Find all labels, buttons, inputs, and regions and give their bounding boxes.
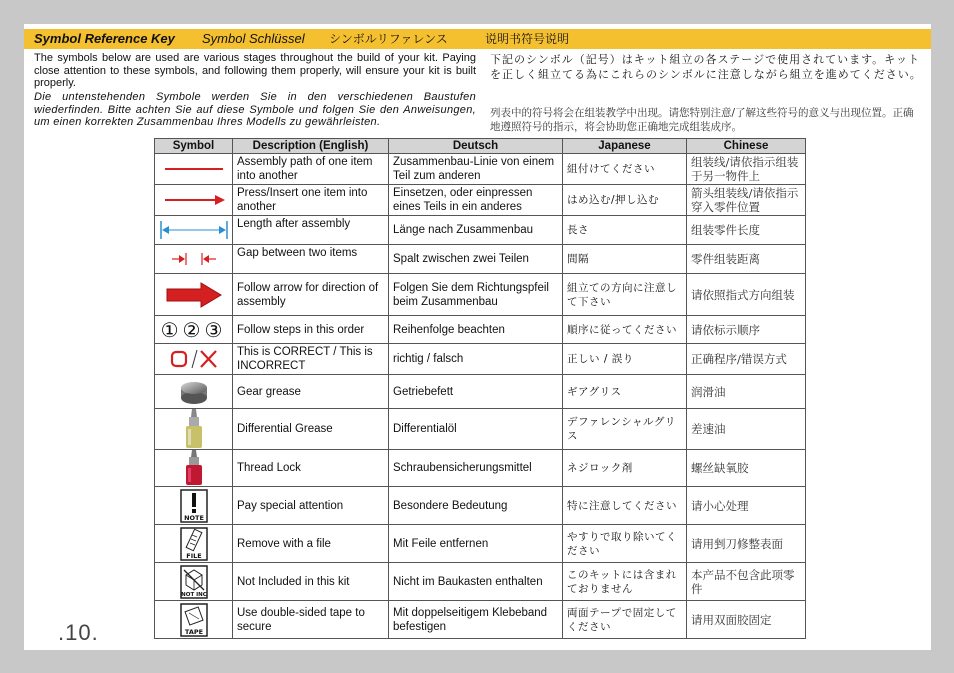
tape-icon bbox=[155, 601, 233, 639]
description-zh: 组装零件长度 bbox=[687, 216, 806, 245]
description-zh: 螺丝缺氧胶 bbox=[687, 450, 806, 487]
table-row bbox=[155, 487, 806, 525]
title-japanese: シンボルリファレンス bbox=[329, 32, 448, 46]
table-row bbox=[155, 245, 806, 274]
table-row bbox=[155, 375, 806, 409]
description-ja: デファレンシャルグリス bbox=[563, 409, 687, 450]
file-icon-label: FILE bbox=[185, 551, 202, 560]
description-zh: 请小心处理 bbox=[687, 487, 806, 525]
description-zh: 请用剉刀修整表面 bbox=[687, 525, 806, 563]
description-zh: 本产品不包含此项零件 bbox=[687, 563, 806, 601]
description-zh: 差速油 bbox=[687, 409, 806, 450]
title-english: Symbol Reference Key bbox=[34, 31, 175, 46]
column-header: Symbol bbox=[155, 139, 233, 154]
header-banner bbox=[24, 29, 931, 49]
table-header-row bbox=[155, 139, 806, 154]
column-header: Japanese bbox=[563, 139, 687, 154]
description-ja: このキットには含まれておりません bbox=[563, 563, 687, 601]
description-en: Press/Insert one item into another bbox=[233, 185, 389, 216]
description-zh: 润滑油 bbox=[687, 375, 806, 409]
description-de: Nicht im Baukasten enthalten bbox=[389, 563, 563, 601]
not-included-icon-label: NOT INC bbox=[180, 591, 207, 598]
description-de: Besondere Bedeutung bbox=[389, 487, 563, 525]
table-row bbox=[155, 450, 806, 487]
description-ja: 特に注意してください bbox=[563, 487, 687, 525]
description-ja: 間隔 bbox=[563, 245, 687, 274]
note-icon bbox=[155, 487, 233, 525]
step-numbers-icon: ①②③ bbox=[155, 316, 233, 344]
description-de: Reihenfolge beachten bbox=[389, 316, 563, 344]
correct-incorrect-icon bbox=[155, 344, 233, 375]
description-de: Mit doppelseitigem Klebeband befestigen bbox=[389, 601, 563, 639]
description-en: Follow steps in this order bbox=[233, 316, 389, 344]
description-en: Gap between two items bbox=[233, 245, 389, 274]
description-de: Zusammenbau-Linie von einem Teil zum anderen bbox=[389, 154, 563, 185]
table-row bbox=[155, 409, 806, 450]
description-en: This is CORRECT / This is INCORRECT bbox=[233, 344, 389, 375]
description-ja: 組立ての方向に注意して下さい bbox=[563, 274, 687, 316]
description-zh: 箭头组装线/请依指示穿入零件位置 bbox=[687, 185, 806, 216]
title-chinese: 说明书符号说明 bbox=[485, 32, 570, 46]
intro-japanese: 下記のシンボル（記号）はキット組立の各ステージで使用されています。キットを正しく組立てる為にこれらのシンボルに注意しながら組立を進めてください。 bbox=[490, 53, 922, 81]
table-row bbox=[155, 274, 806, 316]
press-insert-arrow-icon bbox=[155, 185, 233, 216]
intro-english: The symbols below are used are various stages throughout the build of your kit. Paying close attention to these symbols, and following them properly, will ensure your kit is built properly. bbox=[34, 52, 476, 89]
note-icon-label: NOTE bbox=[183, 513, 204, 522]
description-zh: 零件组装距离 bbox=[687, 245, 806, 274]
tape-icon-label: TAPE bbox=[184, 627, 203, 636]
table-row bbox=[155, 185, 806, 216]
column-header: Chinese bbox=[687, 139, 806, 154]
description-en: Thread Lock bbox=[233, 450, 389, 487]
page bbox=[24, 24, 931, 650]
description-ja: 長さ bbox=[563, 216, 687, 245]
description-en: Differential Grease bbox=[233, 409, 389, 450]
gear-grease-icon bbox=[155, 375, 233, 409]
description-en: Pay special attention bbox=[233, 487, 389, 525]
thread-lock-bottle-icon bbox=[155, 450, 233, 487]
description-ja: 順序に従ってください bbox=[563, 316, 687, 344]
description-de: richtig / falsch bbox=[389, 344, 563, 375]
assembly-path-line-icon bbox=[155, 154, 233, 185]
intro-chinese: 列表中的符号将会在组装教学中出现。请您特别注意/了解这些符号的意义与出现位置。正确地遵照符号的指示，将会协助您正确地完成组装成序。 bbox=[490, 107, 914, 133]
description-en: Length after assembly bbox=[233, 216, 389, 245]
description-de: Länge nach Zusammenbau bbox=[389, 216, 563, 245]
description-de: Spalt zwischen zwei Teilen bbox=[389, 245, 563, 274]
differential-grease-bottle-icon bbox=[155, 409, 233, 450]
intro-german: Die untenstehenden Symbole werden Sie in den verschiedenen Baustufen wiederfinden. Bitte achten Sie auf diese Symbole und folgen Sie den Anweisungen, um einen korrekten Zusammenbau Ihres Modells zu gewährleisten. bbox=[34, 91, 476, 128]
table-row bbox=[155, 563, 806, 601]
description-ja: 組付けてください bbox=[563, 154, 687, 185]
description-zh: 正确程序/错误方式 bbox=[687, 344, 806, 375]
description-en: Remove with a file bbox=[233, 525, 389, 563]
length-dimension-icon bbox=[155, 216, 233, 245]
table-row bbox=[155, 154, 806, 185]
description-de: Folgen Sie dem Richtungspfeil beim Zusammenbau bbox=[389, 274, 563, 316]
description-zh: 组装线/请依指示组装于另一物件上 bbox=[687, 154, 806, 185]
column-header: Deutsch bbox=[389, 139, 563, 154]
file-icon bbox=[155, 525, 233, 563]
table-row bbox=[155, 316, 806, 344]
description-en: Gear grease bbox=[233, 375, 389, 409]
description-en: Not Included in this kit bbox=[233, 563, 389, 601]
description-en: Assembly path of one item into another bbox=[233, 154, 389, 185]
table-row bbox=[155, 344, 806, 375]
description-de: Differentialöl bbox=[389, 409, 563, 450]
description-zh: 请依标示顺序 bbox=[687, 316, 806, 344]
red-direction-arrow-icon bbox=[155, 274, 233, 316]
table-row bbox=[155, 601, 806, 639]
description-de: Getriebefett bbox=[389, 375, 563, 409]
title-german: Symbol Schlüssel bbox=[202, 31, 305, 46]
description-de: Mit Feile entfernen bbox=[389, 525, 563, 563]
description-ja: はめ込む/押し込む bbox=[563, 185, 687, 216]
page-number: .10. bbox=[58, 620, 99, 645]
description-de: Schraubensicherungsmittel bbox=[389, 450, 563, 487]
description-en: Follow arrow for direction of assembly bbox=[233, 274, 389, 316]
symbol-table bbox=[154, 138, 806, 639]
description-ja: 正しい / 誤り bbox=[563, 344, 687, 375]
description-ja: やすりで取り除いてください bbox=[563, 525, 687, 563]
table-row bbox=[155, 525, 806, 563]
description-ja: 両面テープで固定してください bbox=[563, 601, 687, 639]
description-de: Einsetzen, oder einpressen eines Teils in ein anderes bbox=[389, 185, 563, 216]
description-ja: ギアグリス bbox=[563, 375, 687, 409]
table-row bbox=[155, 216, 806, 245]
column-header: Description (English) bbox=[233, 139, 389, 154]
description-zh: 请依照指式方向组装 bbox=[687, 274, 806, 316]
description-ja: ネジロック剤 bbox=[563, 450, 687, 487]
description-zh: 请用双面胶固定 bbox=[687, 601, 806, 639]
gap-arrows-icon bbox=[155, 245, 233, 274]
description-en: Use double-sided tape to secure bbox=[233, 601, 389, 639]
not-included-icon bbox=[155, 563, 233, 601]
